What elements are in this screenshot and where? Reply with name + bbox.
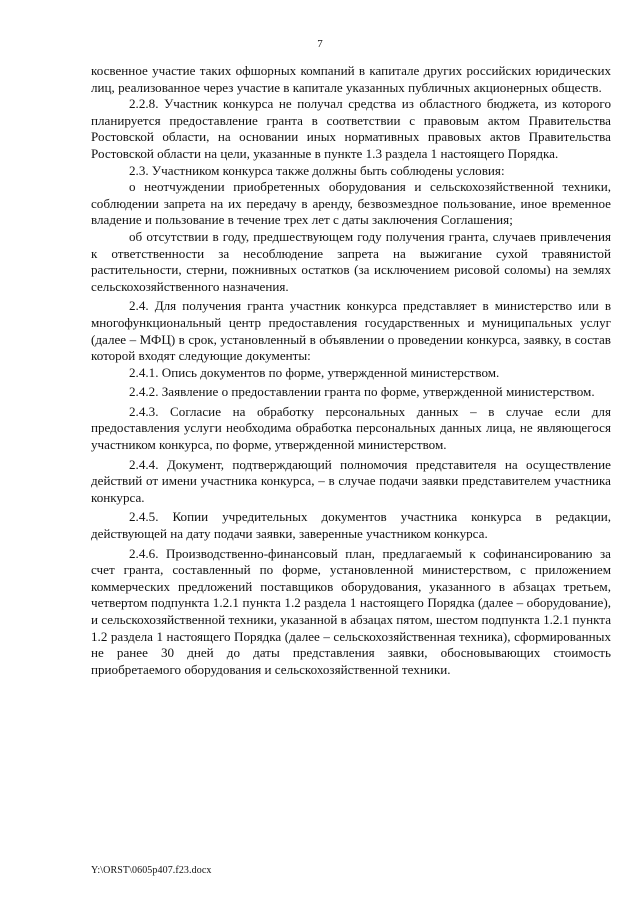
- paragraph-2-4-1: 2.4.1. Опись документов по форме, утвержденной министерством.: [129, 364, 500, 380]
- paragraph-2-4-6: 2.4.6. Производственно-финансовый план, предлагаемый к софинансированию за счет гранта, составленный по форме, установленной министерством, с приложением коммерческих предложений поставщиков оборудования, указанного в абзацах третьем, четвертом подпункта 1.2.1 пункта 1.2 раздела 1 настоящего Порядка (далее – оборудование), и сельскохозяйственной техники, указанной в абзацах пятом, шестом подпункта 1.2.1 пункта 1.2 раздела 1 настоящего Порядка (далее – сельскохозяйственная техника), сформированных не ранее 30 дней до даты представления заявки, обосновывающих стоимость приобретаемого оборудования и сельскохозяйственной техники.: [91, 545, 611, 677]
- paragraph-2-4-4: 2.4.4. Документ, подтверждающий полномочия представителя на осуществление действий от имени участника конкурса, – в случае подачи заявки представителем участника конкурса.: [91, 456, 611, 505]
- paragraph-2-4: 2.4. Для получения гранта участник конкурса представляет в министерство или в многофункциональный центр предоставления государственных и муниципальных услуг (далее – МФЦ) в срок, установленный в объявлении о проведении конкурса, заявку, в состав которой входят следующие документы:: [91, 298, 611, 364]
- footer-file-path: Y:\ORST\0605p407.f23.docx: [91, 865, 212, 876]
- paragraph-2-2-8: 2.2.8. Участник конкурса не получал средства из областного бюджета, из которого планируется предоставление гранта в соответствии с правовым актом Правительства Ростовской области, на основании иных нормативных правовых актов Правительства Ростовской области на цели, указанные в пункте 1.3 раздела 1 настоящего Порядка.: [91, 96, 611, 161]
- paragraph-2-4-2: 2.4.2. Заявление о предоставлении гранта по форме, утвержденной министерством.: [129, 384, 595, 400]
- paragraph-2-4-5: 2.4.5. Копии учредительных документов участника конкурса в редакции, действующей на дату подачи заявки, заверенные участником конкурса.: [91, 509, 611, 542]
- document-body: [91, 63, 611, 678]
- page-number: 7: [317, 38, 323, 50]
- paragraph-2-4-3: 2.4.3. Согласие на обработку персональных данных – в случае если для предоставления услуги необходима обработка персональных данных лица, не являющегося участником конкурса, по форме, утвержденной министерством.: [91, 403, 611, 453]
- paragraph-condition-1: о неотчуждении приобретенных оборудования и сельскохозяйственной техники, соблюдении запрета на их передачу в аренду, безвозмездное пользование, иное временное владение и пользование в течение трех лет с даты заключения Соглашения;: [91, 179, 611, 228]
- paragraph-condition-2: об отсутствии в году, предшествующем году получения гранта, случаев привлечения к ответственности за несоблюдение запрета на выжигание сухой травянистой растительности, стерни, пожнивных остатков (за исключением рисовой соломы) на землях сельскохозяйственного назначения.: [91, 228, 611, 294]
- paragraph-continuation: косвенное участие таких офшорных компаний в капитале других российских юридических лиц, реализованное через участие в капитале указанных публичных акционерных обществ.: [91, 63, 611, 95]
- paragraph-2-3: 2.3. Участником конкурса также должны быть соблюдены условия:: [129, 162, 505, 178]
